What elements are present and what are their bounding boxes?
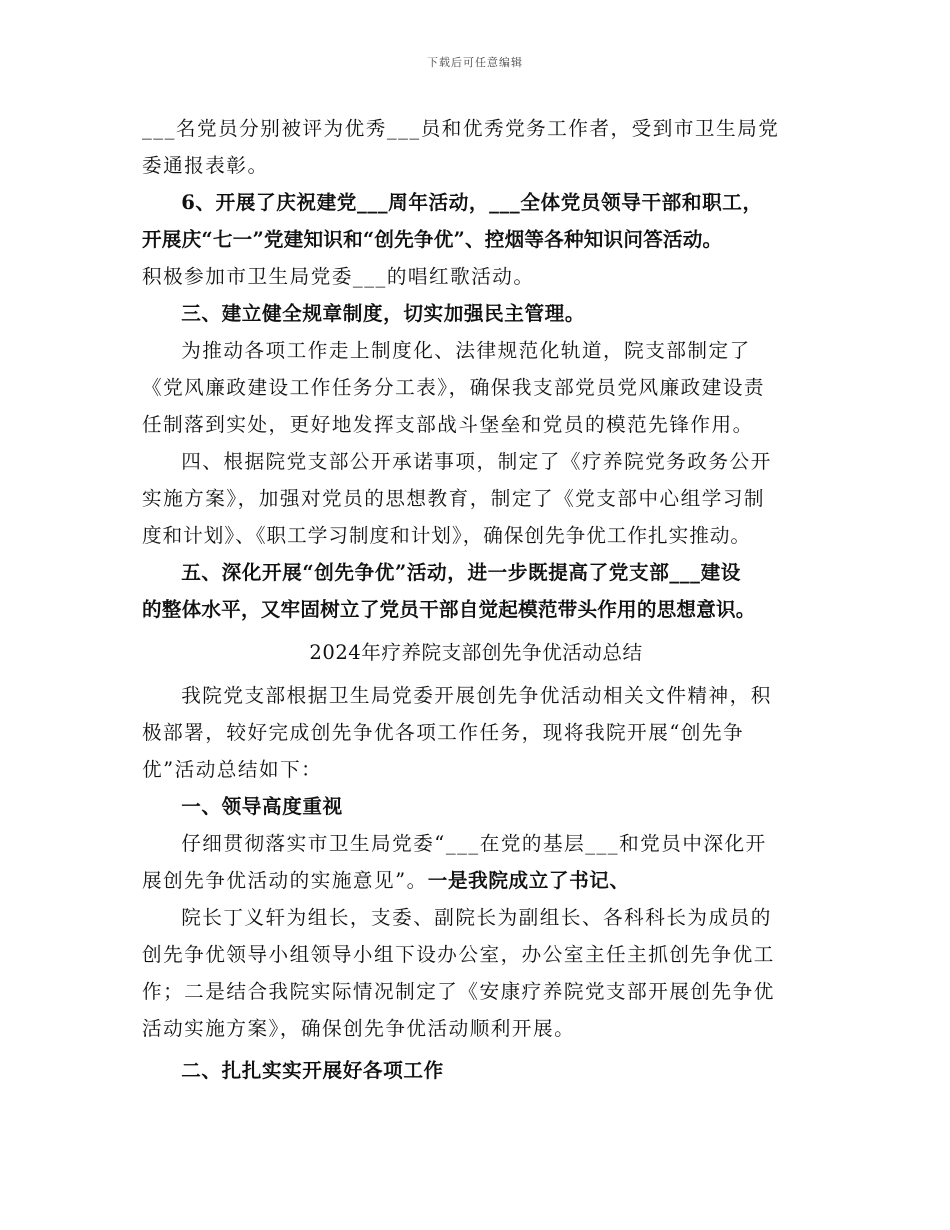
paragraph-line: 创先争优领导小组领导小组下设办公室，办公室主任主抓创先争优工	[142, 943, 775, 966]
paragraph-line-mixed	[142, 862, 810, 899]
summary-heading-2: 二、扎扎实实开展好各项工作	[181, 1059, 444, 1082]
paragraph-line: 委通报表彰。	[142, 154, 269, 177]
paragraph-line: 为推动各项工作走上制度化、法律规范化轨道，院支部制定了	[181, 339, 751, 362]
paragraph-line: 实施方案》，加强对党员的思想教育，制定了《党支部中心组学习制	[142, 487, 766, 510]
item-6-line: 开展庆“七一”党建知识和“创先争优”、控烟等各种知识问答活动。	[142, 228, 723, 251]
paragraph-line: 《党风廉政建设工作任务分工表》，确保我支部党员党风廉政建设责	[142, 376, 766, 399]
paragraph-line: 活动实施方案》，确保创先争优活动顺利开展。	[142, 1017, 576, 1040]
document-body	[142, 110, 810, 1089]
paragraph-line: 积极参加市卫生局党委___的唱红歌活动。	[142, 265, 535, 288]
paragraph-text: 展创先争优活动的实施意见”。	[142, 869, 428, 892]
section-5-line: 五、深化开展“创先争优”活动，进一步既提高了党支部___建设	[181, 561, 741, 584]
summary-heading-1: 一、领导高度重视	[181, 795, 343, 818]
paragraph-line: 极部署，较好完成创先争优各项工作任务，现将我院开展“创先争	[142, 721, 745, 744]
paragraph-line: 度和计划》、《职工学习制度和计划》，确保创先争优工作扎实推动。	[142, 524, 752, 547]
section-4-line: 四、根据院党支部公开承诺事项，制定了《疗养院党务政务公开	[181, 450, 772, 473]
paragraph-bold-text: 一是我院成立了书记、	[427, 869, 630, 892]
paragraph-line: 我院党支部根据卫生局党委开展创先争优活动相关文件精神，积	[181, 684, 772, 707]
paragraph-line: 优”活动总结如下：	[142, 758, 323, 781]
section-3-heading: 三、建立健全规章制度，切实加强民主管理。	[181, 302, 586, 325]
paragraph-line: 院长丁义轩为组长，支委、副院长为副组长、各科科长为成员的	[181, 906, 772, 929]
page-header-note: 下载后可任意编辑	[427, 56, 523, 69]
paragraph-line: 作；二是结合我院实际情况制定了《安康疗养院党支部开展创先争优	[142, 980, 775, 1003]
summary-title: 2024年疗养院支部创先争优活动总结	[309, 641, 643, 664]
paragraph-line: 仔细贯彻落实市卫生局党委“___在党的基层___和党员中深化开	[181, 832, 767, 855]
paragraph-line: 任制落到实处，更好地发挥支部战斗堡垒和党员的模范先锋作用。	[142, 413, 754, 436]
item-6-line: 6、开展了庆祝建党___周年活动，___全体党员领导干部和职工，	[181, 191, 763, 214]
paragraph-line: ___名党员分别被评为优秀___员和优秀党务工作者，受到市卫生局党	[142, 117, 780, 140]
section-5-line: 的整体水平，又牢固树立了党员干部自觉起模范带头作用的思想意识。	[142, 598, 756, 621]
